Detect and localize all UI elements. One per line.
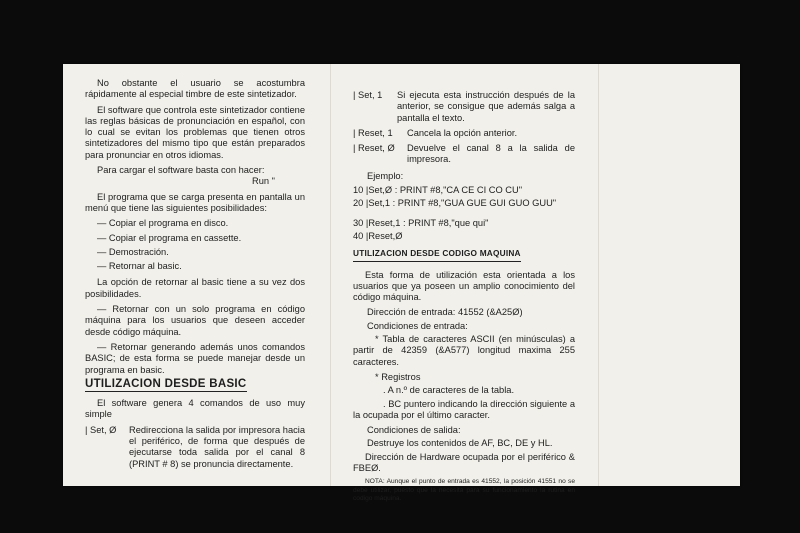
menu-item: — Demostración.: [97, 246, 169, 257]
document-sheet: [63, 64, 740, 502]
paragraph: * Registros: [375, 371, 421, 382]
left-column: [85, 78, 305, 474]
paragraph: . BC puntero indicando la dirección siguiente a la ocupada por el último caracter.: [353, 398, 575, 420]
paragraph: El software genera 4 comandos de uso muy simple: [85, 398, 305, 420]
note: NOTA: Aunque el punto de entrada es 41552, la posición 41551 no se debe utilizar, puesto que la necesita para su funcionamiento la rutina en codigo máquina.: [353, 478, 575, 502]
middle-column: [353, 90, 575, 507]
paragraph: Esta forma de utilización esta orientada a los usuarios que ya poseen un amplio conocimiento del código máquina.: [353, 269, 575, 303]
paragraph: La opción de retornar al basic tiene a su vez dos posibilidades.: [85, 277, 305, 299]
paragraph: No obstante el usuario se acostumbra rápidamente al especial timbre de este sintetizador.: [85, 78, 305, 100]
heading-codigo-maquina: UTILIZACION DESDE CODIGO MAQUINA: [353, 248, 521, 261]
command-set1: [353, 90, 575, 124]
command-desc: Cancela la opción anterior.: [407, 127, 518, 138]
paragraph: Para cargar el software basta con hacer:: [97, 165, 265, 176]
paragraph: — Retornar generando además unos comandos BASIC; de esta forma se puede manejar desde un programa en basic.: [85, 341, 305, 375]
paragraph: * Tabla de caracteres ASCII (en minúsculas) a partir de 42359 (&A577) longitud maxima 255 caracteres.: [353, 334, 575, 367]
code-line: 10 |Set,Ø : PRINT #8,"CA CE CI CO CU": [353, 185, 523, 196]
code-line: 40 |Reset,Ø: [353, 230, 403, 241]
heading-basic: UTILIZACION DESDE BASIC: [85, 379, 247, 392]
paragraph: Condiciones de salida:: [367, 425, 461, 436]
menu-item: — Retornar al basic.: [97, 261, 182, 272]
menu-item: — Copiar el programa en disco.: [97, 218, 229, 229]
code-line: 30 |Reset,1 : PRINT #8,"que qui": [353, 217, 489, 228]
command-key: | Set, Ø: [85, 424, 117, 435]
command-desc: Devuelve el canal 8 a la salida de impresora.: [407, 143, 575, 165]
paragraph: Dirección de Hardware ocupada por el periférico & FBEØ.: [353, 451, 575, 474]
paragraph: — Retornar con un solo programa en código máquina para los usuarios que deseen acceder desde código máquina.: [85, 304, 305, 337]
command-desc: Redirecciona la salida por impresora hacia el periférico, de forma que después de ejecutarse toda salida por el canal 8 (PRINT # 8) se pronuncia directamente.: [129, 424, 305, 469]
menu-item: — Copiar el programa en cassette.: [97, 232, 242, 243]
command-key: | Reset, 1: [353, 127, 393, 138]
command-key: | Reset, Ø: [353, 143, 395, 154]
command-reset1: [353, 128, 575, 139]
run-command: Run ": [252, 176, 275, 187]
paragraph: Dirección de entrada: 41552 (&A25Ø): [367, 307, 523, 318]
paragraph: . A n.º de caracteres de la tabla.: [383, 385, 515, 396]
command-key: | Set, 1: [353, 90, 383, 100]
paragraph: El programa que se carga presenta en pantalla un menú que tiene las siguientes posibilidades:: [85, 191, 305, 213]
paragraph: El software que controla este sintetizador contiene las reglas básicas de pronunciación en español, con lo cual se evitan los problemas que tienen otros sintetizadores del mismo tipo que están preparados para pronunciar en otros idiomas.: [85, 104, 305, 160]
command-desc: Si ejecuta esta instrucción después de la anterior, se consigue que además salga a pantalla el texto.: [397, 90, 575, 123]
code-line: 20 |Set,1 : PRINT #8,"GUA GUE GUI GUO GUU": [353, 198, 557, 209]
example-label: Ejemplo:: [367, 170, 404, 181]
fold-line-2: [598, 64, 599, 486]
fold-line-1: [330, 64, 331, 486]
paragraph: Condiciones de entrada:: [367, 320, 468, 331]
paragraph: Destruye los contenidos de AF, BC, DE y HL.: [367, 438, 553, 449]
command-reset0: [353, 143, 575, 166]
command-set0: [85, 425, 305, 470]
